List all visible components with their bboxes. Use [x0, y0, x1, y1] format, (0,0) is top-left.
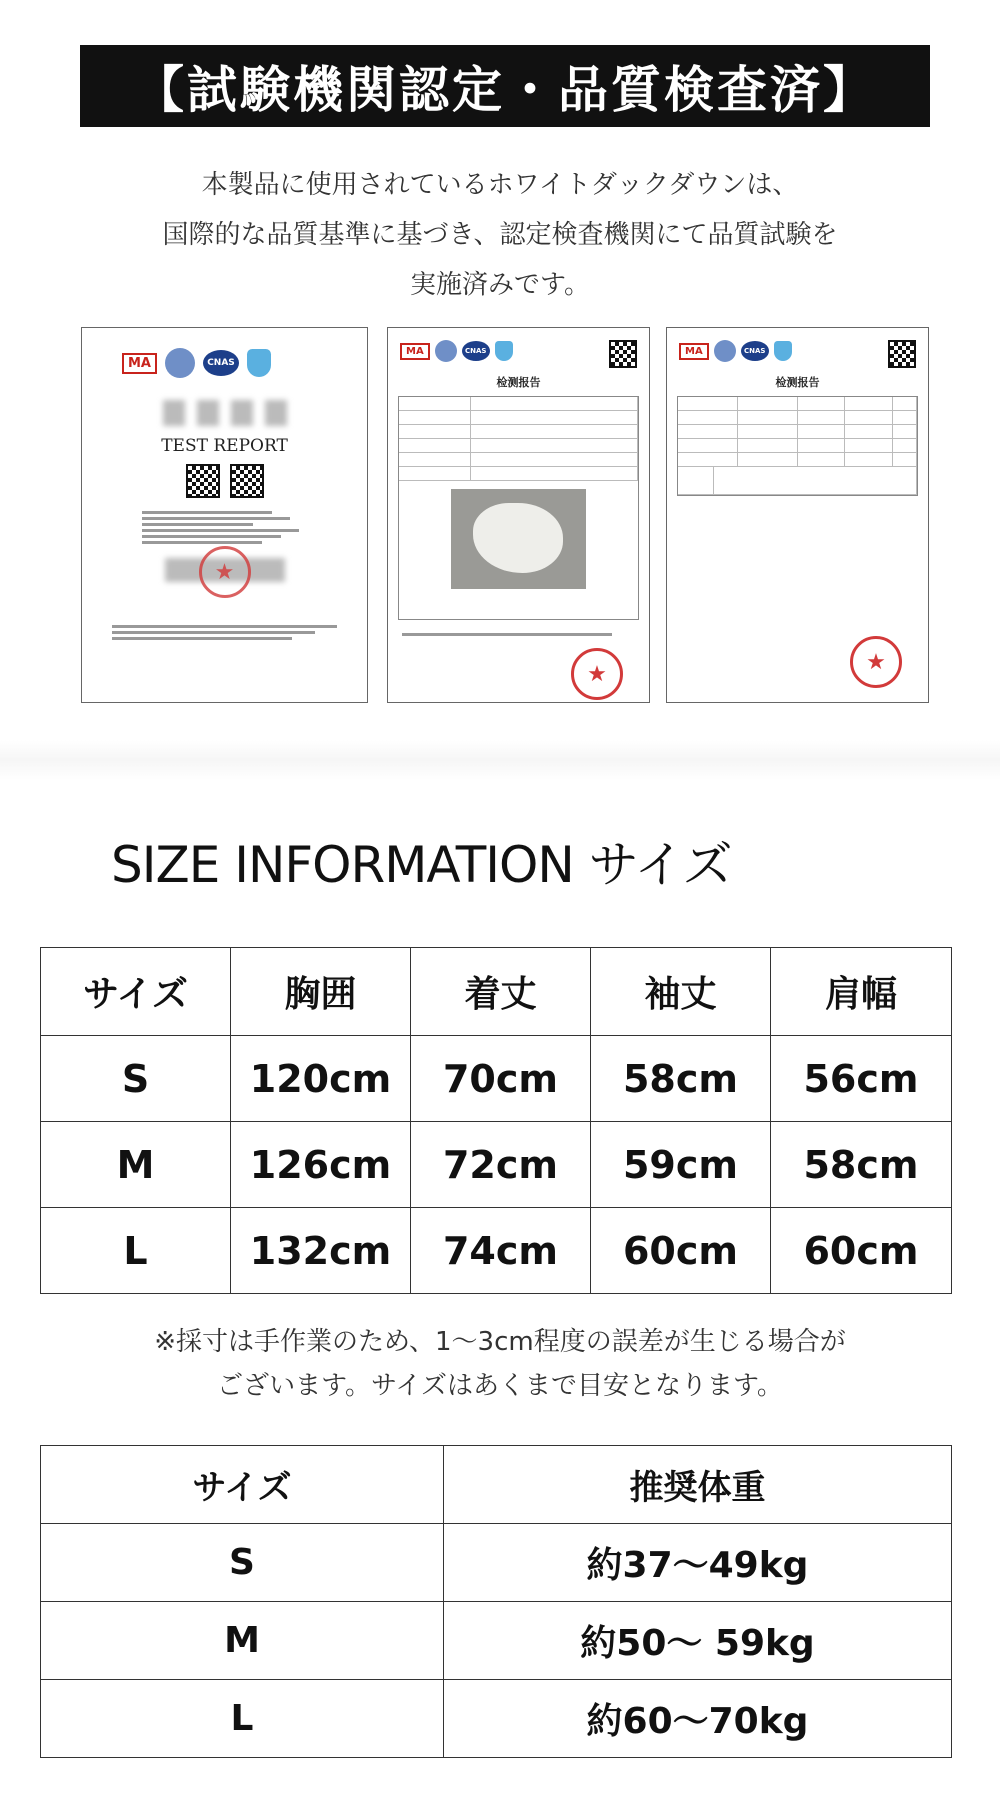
report-table-image: [398, 396, 639, 620]
official-seal-icon: ★: [571, 648, 623, 700]
table-header-row: [41, 1446, 952, 1524]
cnas-logo: CNAS: [741, 341, 769, 361]
qr-code-icon: [609, 340, 637, 368]
header-size: サイズ: [41, 1446, 444, 1524]
table-cell: M: [41, 1602, 444, 1680]
header-recommended-weight: 推奨体重: [444, 1446, 952, 1524]
table-row: [41, 1122, 952, 1208]
blurred-header: [82, 400, 367, 426]
note-line: ございます。サイズはあくまで目安となります。: [217, 1371, 783, 1401]
table-cell: 126cm: [231, 1122, 411, 1208]
ilac-logo-icon: [165, 348, 195, 378]
intro-line: 本製品に使用されているホワイトダックダウンは、: [201, 170, 799, 200]
ma-logo: MA: [400, 343, 430, 360]
table-cell: 58cm: [591, 1036, 771, 1122]
measurement-note: [60, 1320, 940, 1408]
table-row: [41, 1680, 952, 1758]
table-cell: 74cm: [411, 1208, 591, 1294]
table-row: [41, 1208, 952, 1294]
report-title: 检测报告: [775, 376, 820, 389]
intro-line: 実施済みです。: [410, 270, 590, 300]
section-divider: [0, 740, 1000, 780]
note-line: ※採寸は手作業のため、1〜3cm程度の誤差が生じる場合が: [154, 1327, 846, 1357]
header-length: 着丈: [411, 948, 591, 1036]
header-shoulder: 肩幅: [771, 948, 952, 1036]
table-cell: 58cm: [771, 1122, 952, 1208]
report-title: TEST REPORT: [161, 436, 288, 456]
ilac-logo-icon: [435, 340, 457, 362]
table-cell: L: [41, 1208, 231, 1294]
table-header-row: [41, 948, 952, 1036]
table-cell: 約37〜49kg: [444, 1524, 952, 1602]
ilac-logo-icon: [714, 340, 736, 362]
table-cell: M: [41, 1122, 231, 1208]
inspection-results-document-image: [666, 327, 929, 703]
report-title: 检测报告: [496, 376, 541, 389]
table-cell: 60cm: [591, 1208, 771, 1294]
header-chest: 胸囲: [231, 948, 411, 1036]
certification-logos: [679, 340, 792, 362]
intro-line: 国際的な品質基準に基づき、認定検査機関にて品質試験を: [162, 220, 838, 250]
certification-logos: [122, 348, 347, 378]
shield-icon: [247, 349, 271, 377]
down-sample-photo: [451, 489, 586, 589]
certification-logos: [400, 340, 513, 362]
qr-code-icon: [186, 464, 220, 498]
cnas-logo: CNAS: [462, 341, 490, 361]
header-size: サイズ: [41, 948, 231, 1036]
table-row: [41, 1524, 952, 1602]
size-information-heading: SIZE INFORMATION サイズ: [111, 836, 732, 894]
certification-banner: [80, 45, 930, 127]
table-cell: 132cm: [231, 1208, 411, 1294]
table-cell: S: [41, 1036, 231, 1122]
banner-title: 【試験機関認定・品質検査済】: [134, 61, 876, 119]
weight-table: [40, 1445, 952, 1758]
size-table: [40, 947, 952, 1294]
table-cell: 70cm: [411, 1036, 591, 1122]
results-table-image: [677, 396, 918, 496]
table-cell: 60cm: [771, 1208, 952, 1294]
table-cell: 72cm: [411, 1122, 591, 1208]
ma-logo: MA: [679, 343, 709, 360]
shield-icon: [774, 341, 792, 361]
ma-logo: MA: [122, 353, 157, 374]
table-cell: S: [41, 1524, 444, 1602]
official-seal-icon: ★: [850, 636, 902, 688]
table-cell: 59cm: [591, 1122, 771, 1208]
qr-code-icon: [230, 464, 264, 498]
inspection-report-document-image: [387, 327, 650, 703]
table-cell: 120cm: [231, 1036, 411, 1122]
cnas-logo: CNAS: [203, 350, 239, 376]
official-seal-icon: ★: [199, 546, 251, 598]
table-cell: 約50〜 59kg: [444, 1602, 952, 1680]
table-row: [41, 1036, 952, 1122]
table-cell: 56cm: [771, 1036, 952, 1122]
test-report-document-image: [81, 327, 368, 703]
qr-code-icon: [888, 340, 916, 368]
table-row: [41, 1602, 952, 1680]
table-cell: L: [41, 1680, 444, 1758]
header-sleeve: 袖丈: [591, 948, 771, 1036]
shield-icon: [495, 341, 513, 361]
intro-text: [60, 160, 940, 310]
table-cell: 約60〜70kg: [444, 1680, 952, 1758]
